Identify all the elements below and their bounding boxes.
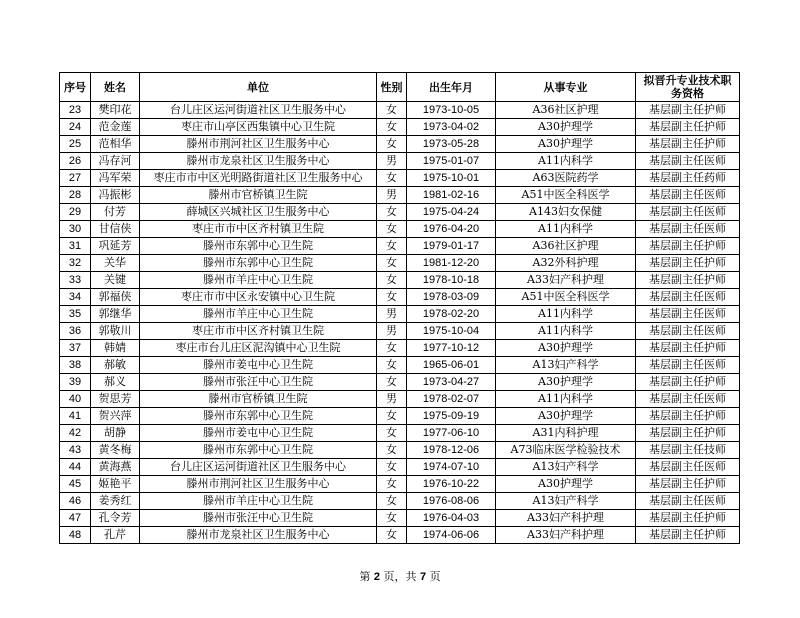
cell-specialty: A33妇产科护理	[496, 510, 636, 527]
header-birthdate: 出生年月	[407, 73, 496, 102]
cell-unit: 滕州市羊庄中心卫生院	[140, 493, 377, 510]
table-row	[60, 136, 740, 153]
cell-specialty: A33妇产科护理	[496, 272, 636, 289]
cell-birthdate: 1977-10-12	[407, 340, 496, 357]
cell-name: 贺思芳	[91, 391, 140, 408]
cell-specialty: A36社区护理	[496, 238, 636, 255]
cell-gender: 女	[377, 340, 407, 357]
cell-unit: 枣庄市市中区光明路街道社区卫生服务中心	[140, 170, 377, 187]
cell-unit: 枣庄市台儿庄区泥沟镇中心卫生院	[140, 340, 377, 357]
cell-unit: 滕州市龙泉社区卫生服务中心	[140, 527, 377, 544]
cell-unit: 滕州市张汪中心卫生院	[140, 510, 377, 527]
cell-gender: 女	[377, 357, 407, 374]
cell-unit: 滕州市荆河社区卫生服务中心	[140, 136, 377, 153]
table-row	[60, 306, 740, 323]
cell-index: 38	[60, 357, 91, 374]
cell-gender: 女	[377, 136, 407, 153]
header-specialty: 从事专业	[496, 73, 636, 102]
cell-index: 42	[60, 425, 91, 442]
cell-birthdate: 1977-06-10	[407, 425, 496, 442]
cell-unit: 滕州市官桥镇卫生院	[140, 187, 377, 204]
cell-specialty: A63医院药学	[496, 170, 636, 187]
cell-index: 37	[60, 340, 91, 357]
table-row	[60, 255, 740, 272]
cell-birthdate: 1978-03-09	[407, 289, 496, 306]
cell-qualification: 基层副主任护师	[636, 136, 740, 153]
cell-name: 黄海燕	[91, 459, 140, 476]
cell-birthdate: 1978-02-20	[407, 306, 496, 323]
roster-table	[59, 72, 740, 544]
cell-index: 39	[60, 374, 91, 391]
cell-qualification: 基层副主任护师	[636, 255, 740, 272]
cell-qualification: 基层副主任护师	[636, 102, 740, 119]
cell-qualification: 基层副主任护师	[636, 119, 740, 136]
table-row	[60, 340, 740, 357]
cell-specialty: A11内科学	[496, 391, 636, 408]
cell-qualification: 基层副主任护师	[636, 425, 740, 442]
cell-qualification: 基层副主任医师	[636, 323, 740, 340]
cell-qualification: 基层副主任护师	[636, 510, 740, 527]
cell-specialty: A30护理学	[496, 136, 636, 153]
cell-qualification: 基层副主任药师	[636, 170, 740, 187]
cell-birthdate: 1973-05-28	[407, 136, 496, 153]
cell-name: 关华	[91, 255, 140, 272]
cell-index: 41	[60, 408, 91, 425]
table-row	[60, 323, 740, 340]
cell-qualification: 基层副主任护师	[636, 374, 740, 391]
cell-specialty: A143妇女保健	[496, 204, 636, 221]
cell-specialty: A13妇产科学	[496, 493, 636, 510]
cell-birthdate: 1976-10-22	[407, 476, 496, 493]
cell-unit: 滕州市东郭中心卫生院	[140, 442, 377, 459]
cell-qualification: 基层副主任护师	[636, 238, 740, 255]
cell-index: 26	[60, 153, 91, 170]
cell-birthdate: 1974-07-10	[407, 459, 496, 476]
table-row	[60, 459, 740, 476]
cell-birthdate: 1978-10-18	[407, 272, 496, 289]
cell-index: 47	[60, 510, 91, 527]
cell-birthdate: 1973-04-27	[407, 374, 496, 391]
cell-birthdate: 1975-09-19	[407, 408, 496, 425]
cell-unit: 枣庄市山亭区西集镇中心卫生院	[140, 119, 377, 136]
cell-qualification: 基层副主任医师	[636, 187, 740, 204]
cell-unit: 薛城区兴城社区卫生服务中心	[140, 204, 377, 221]
cell-gender: 女	[377, 476, 407, 493]
table-row	[60, 187, 740, 204]
cell-birthdate: 1976-04-20	[407, 221, 496, 238]
cell-qualification: 基层副主任医师	[636, 391, 740, 408]
cell-specialty: A73临床医学检验技术	[496, 442, 636, 459]
footer-page-number: 2	[373, 571, 380, 583]
table-row	[60, 170, 740, 187]
cell-gender: 女	[377, 425, 407, 442]
cell-birthdate: 1978-02-07	[407, 391, 496, 408]
table-row	[60, 221, 740, 238]
cell-gender: 女	[377, 527, 407, 544]
cell-qualification: 基层副主任医师	[636, 204, 740, 221]
table-row	[60, 425, 740, 442]
cell-name: 胡静	[91, 425, 140, 442]
cell-specialty: A30护理学	[496, 374, 636, 391]
cell-specialty: A32外科护理	[496, 255, 636, 272]
cell-gender: 女	[377, 510, 407, 527]
cell-index: 25	[60, 136, 91, 153]
cell-qualification: 基层副主任技师	[636, 442, 740, 459]
cell-unit: 滕州市羊庄中心卫生院	[140, 306, 377, 323]
footer-middle: 页，共	[383, 570, 417, 583]
cell-index: 24	[60, 119, 91, 136]
header-index: 序号	[60, 73, 91, 102]
cell-specialty: A33妇产科护理	[496, 527, 636, 544]
cell-specialty: A13妇产科学	[496, 357, 636, 374]
cell-unit: 滕州市东郭中心卫生院	[140, 408, 377, 425]
cell-gender: 男	[377, 153, 407, 170]
cell-unit: 枣庄市市中区齐村镇卫生院	[140, 221, 377, 238]
cell-index: 23	[60, 102, 91, 119]
cell-index: 36	[60, 323, 91, 340]
cell-index: 32	[60, 255, 91, 272]
cell-unit: 枣庄市市中区齐村镇卫生院	[140, 323, 377, 340]
cell-specialty: A13妇产科学	[496, 459, 636, 476]
table-row	[60, 119, 740, 136]
cell-gender: 男	[377, 306, 407, 323]
cell-qualification: 基层副主任医师	[636, 357, 740, 374]
cell-birthdate: 1965-06-01	[407, 357, 496, 374]
table-row	[60, 102, 740, 119]
table-row	[60, 357, 740, 374]
cell-index: 44	[60, 459, 91, 476]
cell-qualification: 基层副主任护师	[636, 340, 740, 357]
cell-qualification: 基层副主任医师	[636, 153, 740, 170]
cell-qualification: 基层副主任医师	[636, 306, 740, 323]
table-row	[60, 510, 740, 527]
cell-birthdate: 1975-01-07	[407, 153, 496, 170]
cell-unit: 台儿庄区运河街道社区卫生服务中心	[140, 102, 377, 119]
cell-gender: 女	[377, 221, 407, 238]
cell-birthdate: 1974-06-06	[407, 527, 496, 544]
cell-unit: 滕州市官桥镇卫生院	[140, 391, 377, 408]
cell-birthdate: 1973-04-02	[407, 119, 496, 136]
cell-index: 43	[60, 442, 91, 459]
cell-birthdate: 1975-10-04	[407, 323, 496, 340]
header-qualification: 拟晋升专业技术职务资格	[636, 73, 740, 102]
cell-gender: 女	[377, 374, 407, 391]
cell-name: 范金莲	[91, 119, 140, 136]
cell-name: 贺兴萍	[91, 408, 140, 425]
cell-specialty: A51中医全科医学	[496, 289, 636, 306]
table-row	[60, 374, 740, 391]
cell-unit: 滕州市羊庄中心卫生院	[140, 272, 377, 289]
cell-index: 40	[60, 391, 91, 408]
cell-specialty: A30护理学	[496, 119, 636, 136]
table-row	[60, 442, 740, 459]
cell-birthdate: 1976-04-03	[407, 510, 496, 527]
cell-unit: 枣庄市市中区永安镇中心卫生院	[140, 289, 377, 306]
footer-suffix: 页	[429, 570, 441, 583]
cell-index: 35	[60, 306, 91, 323]
cell-gender: 女	[377, 493, 407, 510]
table-row	[60, 238, 740, 255]
table-row	[60, 408, 740, 425]
cell-gender: 女	[377, 119, 407, 136]
cell-name: 黄冬梅	[91, 442, 140, 459]
cell-qualification: 基层副主任护师	[636, 527, 740, 544]
table-row	[60, 204, 740, 221]
cell-specialty: A36社区护理	[496, 102, 636, 119]
cell-birthdate: 1973-10-05	[407, 102, 496, 119]
cell-specialty: A11内科学	[496, 221, 636, 238]
table-row	[60, 391, 740, 408]
cell-gender: 女	[377, 255, 407, 272]
cell-name: 冯军荣	[91, 170, 140, 187]
cell-name: 冯存河	[91, 153, 140, 170]
cell-birthdate: 1981-02-16	[407, 187, 496, 204]
cell-qualification: 基层副主任医师	[636, 493, 740, 510]
roster-body	[60, 102, 740, 544]
header-unit: 单位	[140, 73, 377, 102]
cell-birthdate: 1981-12-20	[407, 255, 496, 272]
cell-index: 46	[60, 493, 91, 510]
cell-index: 30	[60, 221, 91, 238]
cell-unit: 滕州市姜屯中心卫生院	[140, 425, 377, 442]
cell-name: 樊印花	[91, 102, 140, 119]
cell-name: 郭继华	[91, 306, 140, 323]
cell-gender: 女	[377, 170, 407, 187]
cell-birthdate: 1976-08-06	[407, 493, 496, 510]
footer-total-pages: 7	[420, 571, 427, 583]
cell-specialty: A31内科护理	[496, 425, 636, 442]
table-row	[60, 527, 740, 544]
cell-index: 45	[60, 476, 91, 493]
cell-name: 姜秀红	[91, 493, 140, 510]
header-name: 姓名	[91, 73, 140, 102]
cell-gender: 女	[377, 102, 407, 119]
cell-qualification: 基层副主任护师	[636, 476, 740, 493]
cell-index: 48	[60, 527, 91, 544]
cell-qualification: 基层副主任医师	[636, 289, 740, 306]
table-header-row	[60, 73, 740, 102]
cell-gender: 男	[377, 391, 407, 408]
footer-prefix: 第	[359, 570, 371, 583]
cell-unit: 滕州市龙泉社区卫生服务中心	[140, 153, 377, 170]
cell-birthdate: 1975-10-01	[407, 170, 496, 187]
cell-gender: 女	[377, 272, 407, 289]
cell-birthdate: 1975-04-24	[407, 204, 496, 221]
table-row	[60, 493, 740, 510]
cell-gender: 女	[377, 408, 407, 425]
table-row	[60, 476, 740, 493]
cell-name: 关键	[91, 272, 140, 289]
cell-index: 34	[60, 289, 91, 306]
cell-name: 郭福侠	[91, 289, 140, 306]
cell-name: 姬艳平	[91, 476, 140, 493]
page-footer	[0, 568, 800, 584]
cell-qualification: 基层副主任医师	[636, 459, 740, 476]
table-row	[60, 272, 740, 289]
cell-index: 27	[60, 170, 91, 187]
cell-qualification: 基层副主任护师	[636, 408, 740, 425]
cell-specialty: A30护理学	[496, 476, 636, 493]
cell-birthdate: 1979-01-17	[407, 238, 496, 255]
cell-specialty: A30护理学	[496, 408, 636, 425]
cell-name: 甘信侠	[91, 221, 140, 238]
cell-qualification: 基层副主任医师	[636, 221, 740, 238]
cell-unit: 滕州市姜屯中心卫生院	[140, 357, 377, 374]
cell-unit: 台儿庄区运河街道社区卫生服务中心	[140, 459, 377, 476]
cell-specialty: A51中医全科医学	[496, 187, 636, 204]
cell-specialty: A11内科学	[496, 323, 636, 340]
cell-specialty: A11内科学	[496, 306, 636, 323]
cell-name: 冯振彬	[91, 187, 140, 204]
cell-name: 付芳	[91, 204, 140, 221]
cell-name: 巩延芳	[91, 238, 140, 255]
cell-name: 郝义	[91, 374, 140, 391]
cell-birthdate: 1978-12-06	[407, 442, 496, 459]
cell-name: 孔芹	[91, 527, 140, 544]
cell-gender: 女	[377, 459, 407, 476]
cell-unit: 滕州市荆河社区卫生服务中心	[140, 476, 377, 493]
cell-specialty: A30护理学	[496, 340, 636, 357]
cell-unit: 滕州市东郭中心卫生院	[140, 255, 377, 272]
cell-unit: 滕州市张汪中心卫生院	[140, 374, 377, 391]
cell-gender: 女	[377, 442, 407, 459]
cell-qualification: 基层副主任护师	[636, 272, 740, 289]
cell-name: 韩婧	[91, 340, 140, 357]
table-row	[60, 289, 740, 306]
cell-name: 孔令芳	[91, 510, 140, 527]
cell-name: 范相华	[91, 136, 140, 153]
cell-specialty: A11内科学	[496, 153, 636, 170]
cell-gender: 男	[377, 323, 407, 340]
cell-index: 31	[60, 238, 91, 255]
cell-unit: 滕州市东郭中心卫生院	[140, 238, 377, 255]
cell-gender: 女	[377, 238, 407, 255]
table-row	[60, 153, 740, 170]
cell-name: 郝敏	[91, 357, 140, 374]
cell-index: 28	[60, 187, 91, 204]
cell-index: 29	[60, 204, 91, 221]
header-gender: 性别	[377, 73, 407, 102]
cell-gender: 女	[377, 289, 407, 306]
cell-index: 33	[60, 272, 91, 289]
cell-name: 郭敬川	[91, 323, 140, 340]
cell-gender: 男	[377, 187, 407, 204]
cell-gender: 女	[377, 204, 407, 221]
